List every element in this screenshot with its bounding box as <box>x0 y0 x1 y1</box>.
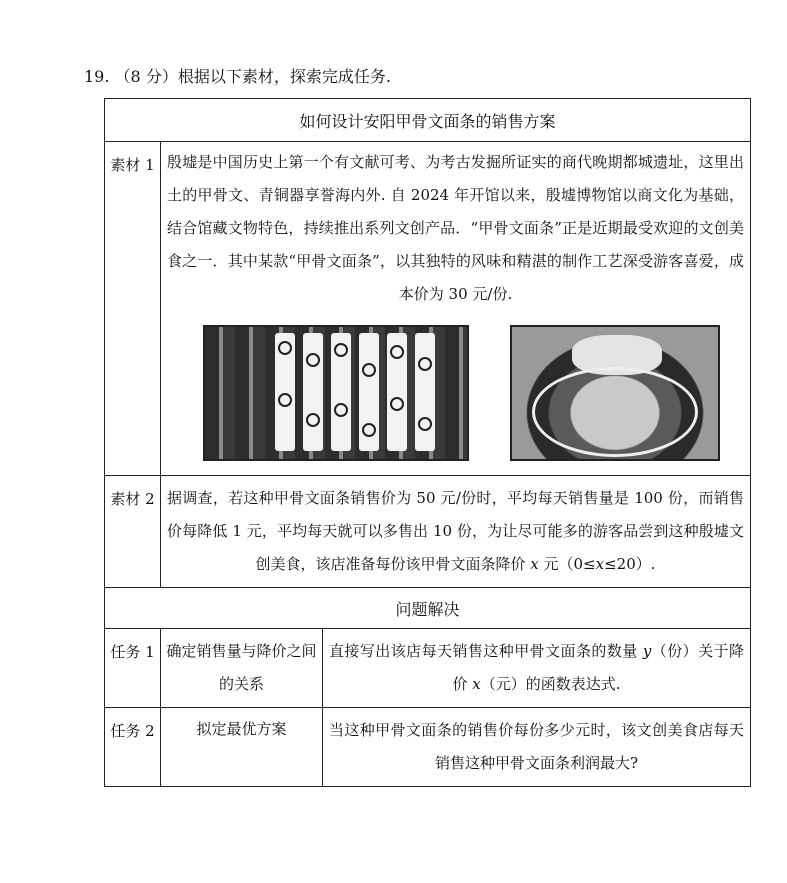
question-prompt: 根据以下素材，探索完成任务. <box>177 67 391 86</box>
material-2-text-part: 据调查，若这种甲骨文面条销售价为 50 元/份时，平均每天销售量是 100 份，而销售价每降低 1 元，平均每天就可以多售出 10 份，为让尽可能多的游客品尝到这种殷墟文创美食，该店准备每份该甲骨文面条降价 <box>167 489 744 573</box>
task-2-name: 拟定最优方案 <box>161 708 323 787</box>
material-1-text: 殷墟是中国历史上第一个有文献可考、为考古发掘所证实的商代晚期都城遗址，这里出土的甲骨文、青铜器享誉海内外. 自 2024 年开馆以来，殷墟博物馆以商文化为基础，结合馆藏文物特色，持续推出系列文创产品．“甲骨文面条”正是近期最受欢迎的文创美食之一．其中某款“甲骨文面条”，以其独特的风味和精湛的制作工艺深受游客喜爱，成本价为 30 元/份. <box>167 153 744 303</box>
task-1-variable-x: x <box>472 675 481 693</box>
problem-solving-heading: 问题解决 <box>105 588 751 629</box>
task-1-desc-part: 直接写出该店每天销售这种甲骨文面条的数量 <box>329 642 643 660</box>
task-1-desc-mid: （份）关于降价 <box>452 642 744 693</box>
material-1-content <box>161 142 751 476</box>
question-header <box>84 64 391 87</box>
task-2-label: 任务 2 <box>105 708 161 787</box>
material-2-content <box>161 476 751 588</box>
task-1-name: 确定销售量与降价之间的关系 <box>161 629 323 708</box>
oracle-bone-script-noodle-strips-image <box>203 325 469 461</box>
variable-x-range: x <box>595 555 605 573</box>
task-1-desc-end: （元）的函数表达式. <box>480 675 621 693</box>
variable-y: y <box>642 642 652 660</box>
material-2-text <box>161 476 750 587</box>
material-1-images <box>161 311 750 475</box>
variable-x: x <box>530 555 539 573</box>
task-1-description-cell <box>323 629 751 708</box>
sales-plan-table <box>104 98 751 787</box>
material-2-text-unit: 元（0≤ <box>538 555 596 573</box>
question-number: 19. <box>84 67 110 86</box>
task-2-description: 当这种甲骨文面条的销售价每份多少元时，该文创美食店每天销售这种甲骨文面条利润最大? <box>329 721 744 772</box>
task-1-description <box>323 629 750 707</box>
task-1-label: 任务 1 <box>105 629 161 708</box>
noodle-dish-image <box>510 325 720 461</box>
table-title: 如何设计安阳甲骨文面条的销售方案 <box>105 99 751 142</box>
question-points: （8 分） <box>114 67 178 86</box>
task-2-description-cell <box>323 708 751 787</box>
material-2-text-end: ≤20）. <box>604 555 656 573</box>
material-1-label: 素材 1 <box>105 142 161 476</box>
material-2-label: 素材 2 <box>105 476 161 588</box>
